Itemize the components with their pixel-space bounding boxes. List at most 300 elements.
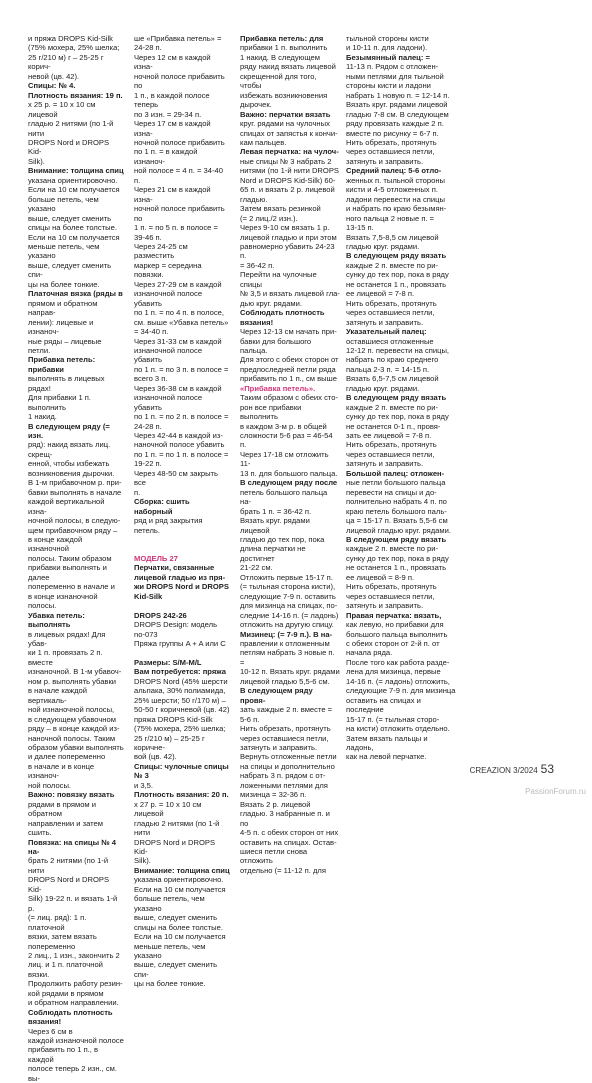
text-line: ряду провязать каждые 2 п. bbox=[346, 119, 444, 129]
text-line: ночной полосе прибавить по bbox=[134, 204, 225, 223]
text-line: Продолжить работу резин- bbox=[28, 979, 123, 989]
text-line: прибавки выполнять и далее bbox=[28, 563, 107, 582]
text-line: кисти и 4-5 отложенных п. bbox=[346, 185, 438, 195]
text-line: Для этого с обеих сторон от bbox=[240, 355, 339, 365]
text-line: набрать 3 п. рядом с от- bbox=[240, 771, 326, 781]
text-line: Нить обрезать, протянуть bbox=[240, 724, 331, 734]
text-line: ряд): накид вязать лиц. скрещ- bbox=[28, 440, 111, 459]
text-line: п. bbox=[134, 487, 141, 497]
text-line: Если на 10 см получается bbox=[28, 185, 120, 195]
text-line: ного пальца 2 новые п. = bbox=[346, 213, 435, 223]
text-line: правлении к отложенным bbox=[240, 639, 330, 648]
text-line: ные спицы № 3 набрать 2 bbox=[240, 156, 332, 166]
text-line: гладью. 3 набранные п. и по bbox=[240, 809, 330, 828]
text-line: В следующем ряду вязать bbox=[346, 393, 447, 403]
text-line: выполнять в лицевых рядах! bbox=[28, 374, 105, 393]
text-line: Важно: повязку вязать bbox=[28, 790, 115, 800]
text-line: указана ориентировочно. bbox=[134, 875, 224, 885]
text-line: Размеры: S/M-M/L bbox=[134, 657, 202, 667]
text-line: рядами в прямом и обратном bbox=[28, 799, 96, 819]
text-line: Через 12-13 см начать при- bbox=[240, 327, 337, 337]
text-column-2 bbox=[134, 34, 230, 989]
text-line: В следующем ряду (= изн. bbox=[28, 421, 110, 441]
text-line: Прибавка петель: для bbox=[240, 34, 324, 43]
text-line: ца = 15-17 п. Вязать 5,5-6 см bbox=[346, 516, 448, 526]
text-line: = 36-42 п. bbox=[240, 260, 275, 270]
text-line: гладью круг. рядами. bbox=[346, 241, 420, 251]
text-line: затянуть и заправить. bbox=[346, 317, 424, 327]
text-line: Silk). bbox=[134, 856, 151, 866]
text-line bbox=[134, 535, 230, 544]
text-line: 5-6 п. bbox=[240, 714, 260, 724]
text-line: в конце каждой изнаночной bbox=[28, 535, 83, 554]
text-line: 12-12 п. перевести на спицы, bbox=[346, 345, 450, 355]
text-line: Вязать 6,5-7,5 см лицевой bbox=[346, 374, 439, 384]
text-line: возникновения дырочки. bbox=[28, 468, 115, 478]
text-line: 25 г/210 м) – 25-25 г коричне- bbox=[134, 733, 205, 752]
text-line: вместе по рисунку = 6-7 п. bbox=[346, 128, 439, 138]
text-line: Nord и DROPS Kid-Silk) 60- bbox=[240, 175, 336, 185]
text-line: зать каждые 2 п. вместе = bbox=[240, 705, 333, 715]
text-line: Таким образом с обеих сто- bbox=[240, 393, 339, 403]
text-line: прибавки 1 п. выполнить bbox=[240, 43, 328, 53]
text-line: кам пальцев. bbox=[240, 137, 287, 147]
text-line: Через 6 см в bbox=[28, 1026, 73, 1036]
text-line: Вязать круг. рядами лицевой bbox=[346, 100, 448, 110]
text-line: лицевой гладью из пря- bbox=[134, 572, 226, 582]
text-line: Отложить первые 15-17 п. bbox=[240, 572, 333, 582]
text-line: кой рядами в прямом bbox=[28, 988, 104, 998]
text-line: лиц. и 1 п. платочной вязки. bbox=[28, 960, 103, 979]
text-line: петель большого пальца на- bbox=[240, 487, 328, 507]
text-line: ными петлями для тыльной bbox=[346, 71, 444, 81]
text-line: изнаночной. В 1-м убавоч- bbox=[28, 667, 122, 677]
text-line: жи DROPS Nord и DROPS bbox=[134, 582, 229, 592]
text-line: по 1 п. = по 2 п. в полосе = bbox=[134, 412, 229, 422]
text-line: следние 14-16 п. (= ладонь) bbox=[240, 610, 339, 620]
text-line: ее лицевой = 7-8 п. bbox=[346, 289, 415, 299]
text-line: х 25 р. = 10 х 10 см лицевой bbox=[28, 100, 96, 119]
text-line: женных п. тыльной стороны bbox=[346, 175, 445, 185]
text-line: Нить обрезать, протянуть bbox=[346, 582, 437, 592]
text-line: сложности 5-6 раз = 46-54 п. bbox=[240, 431, 333, 450]
text-line: в следующем убавочном bbox=[28, 714, 116, 724]
text-line bbox=[134, 544, 230, 553]
text-line: «Прибавка петель». bbox=[240, 383, 316, 393]
text-line: Пряжа группы A + A или C bbox=[134, 639, 226, 648]
text-line: попеременно в начале и bbox=[28, 582, 115, 592]
text-line: Если на 10 см получается bbox=[28, 232, 120, 242]
text-line: как левую, но прибавки для bbox=[346, 620, 444, 630]
text-line: наночной полосе убавить bbox=[134, 440, 225, 450]
text-line: № 3,5 и вязать лицевой гла- bbox=[240, 289, 340, 299]
text-line: Соблюдать плотность bbox=[240, 308, 325, 318]
page-number: 53 bbox=[540, 762, 554, 776]
text-line: через оставшиеся петли, bbox=[346, 449, 435, 459]
text-line: на спицы и дополнительно bbox=[240, 761, 335, 771]
text-line: Важно: перчатки вязать bbox=[240, 109, 331, 119]
text-line: Плотность вязания: 19 п. bbox=[28, 90, 123, 100]
text-line bbox=[134, 601, 230, 610]
text-line: 1 п., в каждой полосе теперь bbox=[134, 90, 210, 110]
text-line: бавки выполнять в начале bbox=[28, 487, 122, 497]
text-line: начала ряда. bbox=[346, 648, 393, 658]
text-line: не останется 1 п., провязать bbox=[346, 563, 447, 573]
text-line: больше петель, чем указано bbox=[134, 894, 205, 913]
text-line: ряд и ряд закрытия петель. bbox=[134, 516, 203, 535]
text-line: ночной полосы, в следую- bbox=[28, 516, 121, 526]
text-line: Левая перчатка: на чулоч- bbox=[240, 147, 339, 157]
text-line: Через 21 см в каждой изна- bbox=[134, 185, 211, 204]
text-line: гладью круг. рядами. bbox=[346, 383, 420, 393]
text-line: ладони перевести на спицы bbox=[346, 194, 445, 204]
text-line: ее лицевой = 8-9 п. bbox=[346, 572, 415, 582]
text-line: выше, следует сменить bbox=[28, 213, 112, 223]
text-line: лицевой гладью 5,5-6 см. bbox=[240, 676, 330, 686]
text-line: затянуть и заправить. bbox=[346, 156, 424, 166]
text-column-4 bbox=[346, 34, 456, 762]
text-line: скрещенной для того, чтобы bbox=[240, 71, 317, 91]
text-line: Через 42-44 в каждой из- bbox=[134, 431, 223, 441]
text-line: После того как работа разде- bbox=[346, 657, 450, 667]
text-line: каждой вертикальной изна- bbox=[28, 497, 105, 516]
text-line: В следующем ряду провя- bbox=[240, 686, 313, 705]
text-line: Прибавка петель: прибавки bbox=[28, 355, 96, 374]
text-line: 24-28 п. bbox=[134, 421, 162, 431]
text-line: (= тыльная сторона кисти), bbox=[240, 582, 336, 592]
text-line: брать 1 п. = 36-42 п. bbox=[240, 506, 312, 516]
text-line: DROPS Nord и DROPS Kid- bbox=[28, 137, 110, 157]
text-line: Средний палец: 5-6 отло- bbox=[346, 166, 442, 176]
text-line: (75% мохера, 25% шелка; bbox=[28, 43, 120, 53]
text-line: 65 п. и вязать 2 р. лицевой bbox=[240, 185, 335, 195]
text-line: цы на более тонкие. bbox=[28, 279, 100, 289]
text-line: Безымянный палец: = bbox=[346, 52, 430, 62]
text-line: наночной полосы. Таким bbox=[28, 733, 116, 743]
text-line: маркер = середина повязки. bbox=[134, 260, 202, 280]
text-line: Внимание: толщина спиц bbox=[134, 865, 230, 875]
text-line: енной, чтобы избежать bbox=[28, 459, 110, 469]
text-line: Внимание: толщина спиц bbox=[28, 166, 124, 176]
text-line: выше, следует сменить bbox=[134, 913, 218, 923]
text-line: ночной полосе прибавить по bbox=[134, 71, 225, 91]
text-line: круг. рядами на чулочных bbox=[240, 119, 330, 129]
text-line: изнаночной полосе убавить bbox=[134, 345, 203, 365]
text-line bbox=[134, 648, 230, 657]
text-line: брать 2 нитями (по 1-й нити bbox=[28, 856, 109, 875]
text-line: Мизинец: (= 7-9 п.). В на- bbox=[240, 629, 333, 639]
text-line: 19-22 п. bbox=[134, 459, 162, 469]
text-line: через оставшиеся петли, bbox=[346, 591, 435, 601]
text-line: Вязать 2 р. лицевой bbox=[240, 799, 311, 809]
text-line: дырочек. bbox=[240, 100, 272, 110]
text-line: большого пальца выполнить bbox=[346, 629, 448, 639]
text-line: Нить обрезать, протянуть bbox=[346, 298, 437, 308]
text-line: по 1 п. = по 3 п. в полосе = bbox=[134, 364, 229, 374]
text-line: 50-50 г коричневой (цв. 42) bbox=[134, 705, 230, 715]
text-line: гладью 2 нитями (по 1-й нити bbox=[28, 119, 114, 138]
text-line: через оставшиеся петли, bbox=[240, 733, 329, 743]
text-line: Через 17-18 см отложить 11- bbox=[240, 449, 329, 469]
text-line: петлям набрать 3 новые п. = bbox=[240, 648, 335, 667]
text-line: 24-28 п. bbox=[134, 43, 162, 53]
text-line: (= лиц. ряд): 1 п. платочной bbox=[28, 913, 87, 932]
text-line: выше, следует сменить спи- bbox=[28, 260, 112, 280]
text-line: не останется 0-1 п., провя- bbox=[346, 421, 441, 431]
text-line: DROPS Nord и DROPS Kid- bbox=[134, 837, 216, 856]
text-line: Спицы: № 4. bbox=[28, 81, 76, 91]
text-line: отложить на другую спицу. bbox=[240, 620, 334, 630]
text-line: лении): лицевые и изнаноч- bbox=[28, 317, 94, 337]
text-line: Если на 10 см получается bbox=[134, 884, 226, 894]
text-line: и далее попеременно bbox=[28, 752, 106, 762]
text-line: прибавить по 1 п., см выше bbox=[240, 374, 337, 384]
text-line: 10-12 п. Вязать круг. рядами bbox=[240, 667, 340, 677]
text-line: полосе теперь 2 изн., см. вы- bbox=[28, 1064, 117, 1083]
text-line: Через 31-33 см в каждой bbox=[134, 336, 222, 346]
text-line: Спицы: чулочные спицы № 3 bbox=[134, 761, 229, 781]
text-line: 21-22 см. bbox=[240, 563, 273, 573]
text-line: вязания! bbox=[240, 317, 274, 327]
text-line: ной полосы. bbox=[28, 780, 72, 790]
text-line: 1 п. = по 5 п. в полосе = bbox=[134, 223, 218, 233]
text-line: и набрать по краю безымян- bbox=[346, 204, 447, 214]
text-line: тыльной стороны кисти bbox=[346, 34, 429, 43]
text-line: Соблюдать плотность bbox=[28, 1007, 113, 1017]
text-line: затянуть и заправить. bbox=[346, 601, 424, 611]
text-line: В 1-м прибавочном р. при- bbox=[28, 478, 122, 488]
text-line: вязания! bbox=[28, 1017, 62, 1027]
text-line: 15-17 п. (= тыльная сторо- bbox=[346, 714, 440, 724]
text-line: в начале каждой вертикаль- bbox=[28, 686, 88, 705]
text-line: образом убавки выполнять bbox=[28, 742, 124, 752]
text-line: х 27 р. = 10 х 10 см лицевой bbox=[134, 799, 202, 819]
text-line: Через 24-25 см разместить bbox=[134, 241, 188, 261]
text-line: ложенными петлями для bbox=[240, 780, 328, 790]
text-line: Правая перчатка: вязать, bbox=[346, 610, 442, 620]
text-line: меньше петель, чем указано bbox=[134, 941, 206, 960]
text-line: см. выше «Убавка петель» bbox=[134, 317, 229, 327]
text-line: невой (цв. 42). bbox=[28, 71, 80, 81]
text-line: Через 9-10 см вязать 1 р. bbox=[240, 223, 330, 233]
text-line: Silk). bbox=[28, 156, 45, 166]
text-line: 11-13 п. Рядом с отложен- bbox=[346, 62, 439, 72]
journal-name: CREAZION 3/2024 bbox=[469, 766, 538, 775]
text-line: нитями (по 1-й нити DROPS bbox=[240, 166, 339, 176]
text-line: Kid-Silk bbox=[134, 591, 163, 601]
text-line: Если на 10 см получается bbox=[134, 932, 226, 942]
text-line: в начале и в конце изнаноч- bbox=[28, 761, 95, 781]
text-line: ки 1 п. провязать 2 п. вместе bbox=[28, 648, 103, 667]
text-line: зать ее лицевой = 7-8 п. bbox=[346, 431, 432, 441]
watermark: PassionForum.ru bbox=[525, 787, 586, 796]
text-line: затянуть и заправить. bbox=[346, 459, 424, 469]
text-line: оставшиеся отложенные bbox=[346, 336, 434, 346]
text-line: шиеся петли снова отложить bbox=[240, 846, 308, 866]
text-line: (75% мохера, 25% шелка; bbox=[134, 724, 226, 734]
text-line: DROPS Design: модель no-073 bbox=[134, 620, 218, 639]
text-line: 13-15 п. bbox=[346, 223, 374, 233]
text-line: выше, следует сменить спи- bbox=[134, 960, 218, 979]
text-line: 25 г/210 м) г – 25-25 г корич- bbox=[28, 52, 104, 72]
text-line: Платочная вязка (ряды в bbox=[28, 289, 123, 299]
text-line: в конце изнаночной bbox=[28, 591, 98, 601]
text-line: указана ориентировочно. bbox=[28, 175, 118, 185]
text-line: избежать возникновения bbox=[240, 90, 328, 100]
text-line: больше петель, чем указано bbox=[28, 194, 99, 214]
page-footer bbox=[470, 762, 554, 776]
text-line: Silk) 19-22 п. и вязать 1-й р. bbox=[28, 894, 118, 913]
text-line: ряду – в конце каждой из- bbox=[28, 724, 120, 734]
text-line: набрать 1 новую п. = 12-14 п. bbox=[346, 90, 450, 100]
text-line: DROPS Nord и DROPS Kid- bbox=[28, 875, 110, 894]
text-line: Перчатки, связанные bbox=[134, 563, 215, 573]
text-line: Вязать круг. рядами лицевой bbox=[240, 516, 310, 535]
text-line: Нить обрезать, протянуть bbox=[346, 440, 437, 450]
text-line: Вернуть отложенные петли bbox=[240, 752, 337, 762]
text-line: изнаночной полосе убавить bbox=[134, 289, 203, 308]
text-line: Вязать 7,5-8,5 см лицевой bbox=[346, 232, 439, 242]
text-line: ном р. выполнять убавки bbox=[28, 676, 117, 686]
text-line: ные петли большого пальца bbox=[346, 478, 446, 488]
text-line: и 10-11 п. для ладони). bbox=[346, 43, 428, 53]
text-line: В следующем ряду после bbox=[240, 478, 338, 488]
text-column-1 bbox=[28, 34, 124, 1083]
text-line: равномерно убавить 24-23 п. bbox=[240, 241, 335, 261]
text-line: по 1 п. = по 4 п. в полосе, bbox=[134, 308, 224, 318]
text-line: через оставшиеся петли, bbox=[346, 308, 435, 318]
text-line: 1 накид. В следующем bbox=[240, 52, 320, 62]
text-line: мизинца = 32-36 п. bbox=[240, 790, 307, 800]
text-line: и 3,5. bbox=[134, 780, 154, 790]
text-line: пальца 2-3 п. = 14-15 п. bbox=[346, 364, 430, 374]
text-line: всего 3 п. bbox=[134, 374, 168, 384]
text-line: альпака, 30% полиамида, bbox=[134, 686, 226, 696]
text-line: ные ряды – лицевые петли. bbox=[28, 336, 102, 355]
text-line: Убавка петель: выполнять bbox=[28, 610, 85, 630]
text-line: направлении и затем сшить. bbox=[28, 818, 104, 838]
text-line: гладью 7-8 см. В следующем bbox=[346, 109, 449, 119]
text-line: Затем вязать пальцы и ладонь, bbox=[346, 733, 428, 752]
text-line: вязки, затем вязать попеременно bbox=[28, 932, 97, 951]
text-line: гладью. bbox=[240, 194, 268, 204]
text-line: ной изнаночной полосы, bbox=[28, 705, 115, 715]
text-line: лена для мизинца, первые bbox=[346, 667, 441, 677]
text-line: полнительно набрать 4 п. по bbox=[346, 497, 447, 507]
text-line: предпоследней петли ряда bbox=[240, 364, 336, 374]
text-line: Большой палец: отложен- bbox=[346, 468, 445, 478]
text-line: = 34-40 п. bbox=[134, 327, 169, 337]
text-line: (= 2 лиц./2 изн.). bbox=[240, 213, 298, 223]
text-line: Сборка: сшить наборный bbox=[134, 497, 190, 516]
text-column-3 bbox=[240, 34, 340, 875]
text-line: Через 12 см в каждой изна- bbox=[134, 52, 211, 72]
text-line: меньше петель, чем указано bbox=[28, 241, 100, 261]
text-line: по 1 п. = в каждой изнаноч- bbox=[134, 147, 198, 166]
text-line: перевести на спицы и до- bbox=[346, 487, 437, 497]
text-line: пряжа DROPS Kid-Silk bbox=[134, 714, 213, 724]
text-line: Через 36-38 см в каждой bbox=[134, 383, 222, 393]
text-line: сунку до тех пор, пока в ряду bbox=[346, 270, 449, 280]
text-line: Через 27-29 см в каждой bbox=[134, 279, 222, 289]
text-line: в каждом 3-м р. в общей bbox=[240, 421, 327, 431]
text-line: лицевой гладью круг. рядами. bbox=[346, 525, 451, 535]
text-line: щем прибавочном ряду – bbox=[28, 525, 118, 535]
text-line: гладью до тех пор, пока bbox=[240, 535, 325, 545]
text-line: ряду накид вязать лицевой bbox=[240, 62, 336, 72]
text-line: лицевой гладью и при этом bbox=[240, 232, 337, 242]
text-line: и пряжа DROPS Kid-Silk bbox=[28, 34, 113, 43]
text-line: оставить на спицах. Остав- bbox=[240, 837, 337, 847]
text-line: по 1 п. = по 1 п. в полосе = bbox=[134, 449, 229, 459]
text-line: бавки для большого пальца. bbox=[240, 336, 312, 355]
text-line: Через 17 см в каждой изна- bbox=[134, 119, 211, 138]
text-line: Повязка: на спицы № 4 на- bbox=[28, 837, 116, 856]
text-line: В следующем ряду вязать bbox=[346, 535, 447, 545]
text-line: длина перчатки не достигнет bbox=[240, 544, 306, 563]
text-line: рон все прибавки выполнить bbox=[240, 402, 302, 422]
text-line: полосы. Таким образом bbox=[28, 553, 112, 563]
text-line: как на левой перчатке. bbox=[346, 752, 427, 762]
text-line: краю петель большого паль- bbox=[346, 506, 447, 516]
text-line: гладью 2 нитями (по 1-й нити bbox=[134, 818, 220, 838]
text-line: отдельно (= 11-12 п. для bbox=[240, 865, 326, 875]
text-line: сунку до тех пор, пока в ряду bbox=[346, 553, 449, 563]
text-line: каждые 2 п. вместе по ри- bbox=[346, 402, 439, 412]
text-line: стороны кисти и ладони bbox=[346, 81, 431, 91]
text-line: Перейти на чулочные спицы bbox=[240, 270, 317, 289]
text-line: Плотность вязания: 20 п. bbox=[134, 790, 229, 800]
text-line: DROPS 242-26 bbox=[134, 610, 187, 620]
text-line: Нить обрезать, протянуть bbox=[346, 137, 437, 147]
text-line: затянуть и заправить. bbox=[240, 742, 318, 752]
text-line: 13 п. для большого пальца. bbox=[240, 468, 338, 478]
text-line: Указательный палец: bbox=[346, 327, 427, 337]
text-line: ной полосе = 4 п. = 34-40 п. bbox=[134, 166, 223, 185]
text-line: изнаночной полосе убавить bbox=[134, 393, 203, 412]
text-line: Для прибавки 1 п. выполнить bbox=[28, 393, 92, 412]
text-line: не останется 1 п., провязать bbox=[346, 279, 447, 289]
text-line: 4-5 п. с обеих сторон от них bbox=[240, 828, 339, 838]
text-line: следующие 7-9 п. для мизинца bbox=[346, 686, 456, 696]
text-line: оставить на спицах и последние bbox=[346, 695, 421, 715]
text-line: ночной полосе прибавить bbox=[134, 137, 225, 147]
text-line: полосы. bbox=[28, 601, 57, 611]
text-line: с обеих сторон от 2-й п. от bbox=[346, 639, 440, 648]
text-line: в лицевых рядах! Для убав- bbox=[28, 629, 106, 648]
text-line: для мизинца на спицах, по- bbox=[240, 601, 338, 611]
text-line: каждой изнаночной полосе bbox=[28, 1036, 124, 1046]
text-line: и обратном направлении. bbox=[28, 998, 119, 1008]
text-line: спицы на более толстые. bbox=[134, 922, 223, 932]
text-line: через оставшиеся петли, bbox=[346, 147, 435, 157]
text-line: на кисти) отложить отдельно. bbox=[346, 724, 450, 734]
text-line: ше «Прибавка петель» = bbox=[134, 34, 222, 43]
text-line: дью круг. рядами. bbox=[240, 298, 302, 308]
text-line: 25% шерсти; 50 г/170 м) – bbox=[134, 695, 226, 705]
text-line: прямом и обратном направ- bbox=[28, 298, 98, 318]
text-line: Через 48-50 см закрыть все bbox=[134, 468, 218, 488]
text-line: DROPS Nord (45% шерсти bbox=[134, 676, 228, 686]
text-line: по 3 изн. = 29-34 п. bbox=[134, 109, 202, 119]
text-line: 14-16 п. (= ладонь) отложить, bbox=[346, 676, 450, 686]
text-line: следующие 7-9 п. оставить bbox=[240, 591, 336, 601]
text-line: В следующем ряду вязать bbox=[346, 251, 447, 261]
text-line: 39-46 п. bbox=[134, 232, 162, 242]
text-line: Затем вязать резинкой bbox=[240, 204, 321, 214]
text-line: спицах от запястья к кончи- bbox=[240, 128, 338, 138]
text-line: прибавить по 1 п., в каждой bbox=[28, 1045, 99, 1064]
